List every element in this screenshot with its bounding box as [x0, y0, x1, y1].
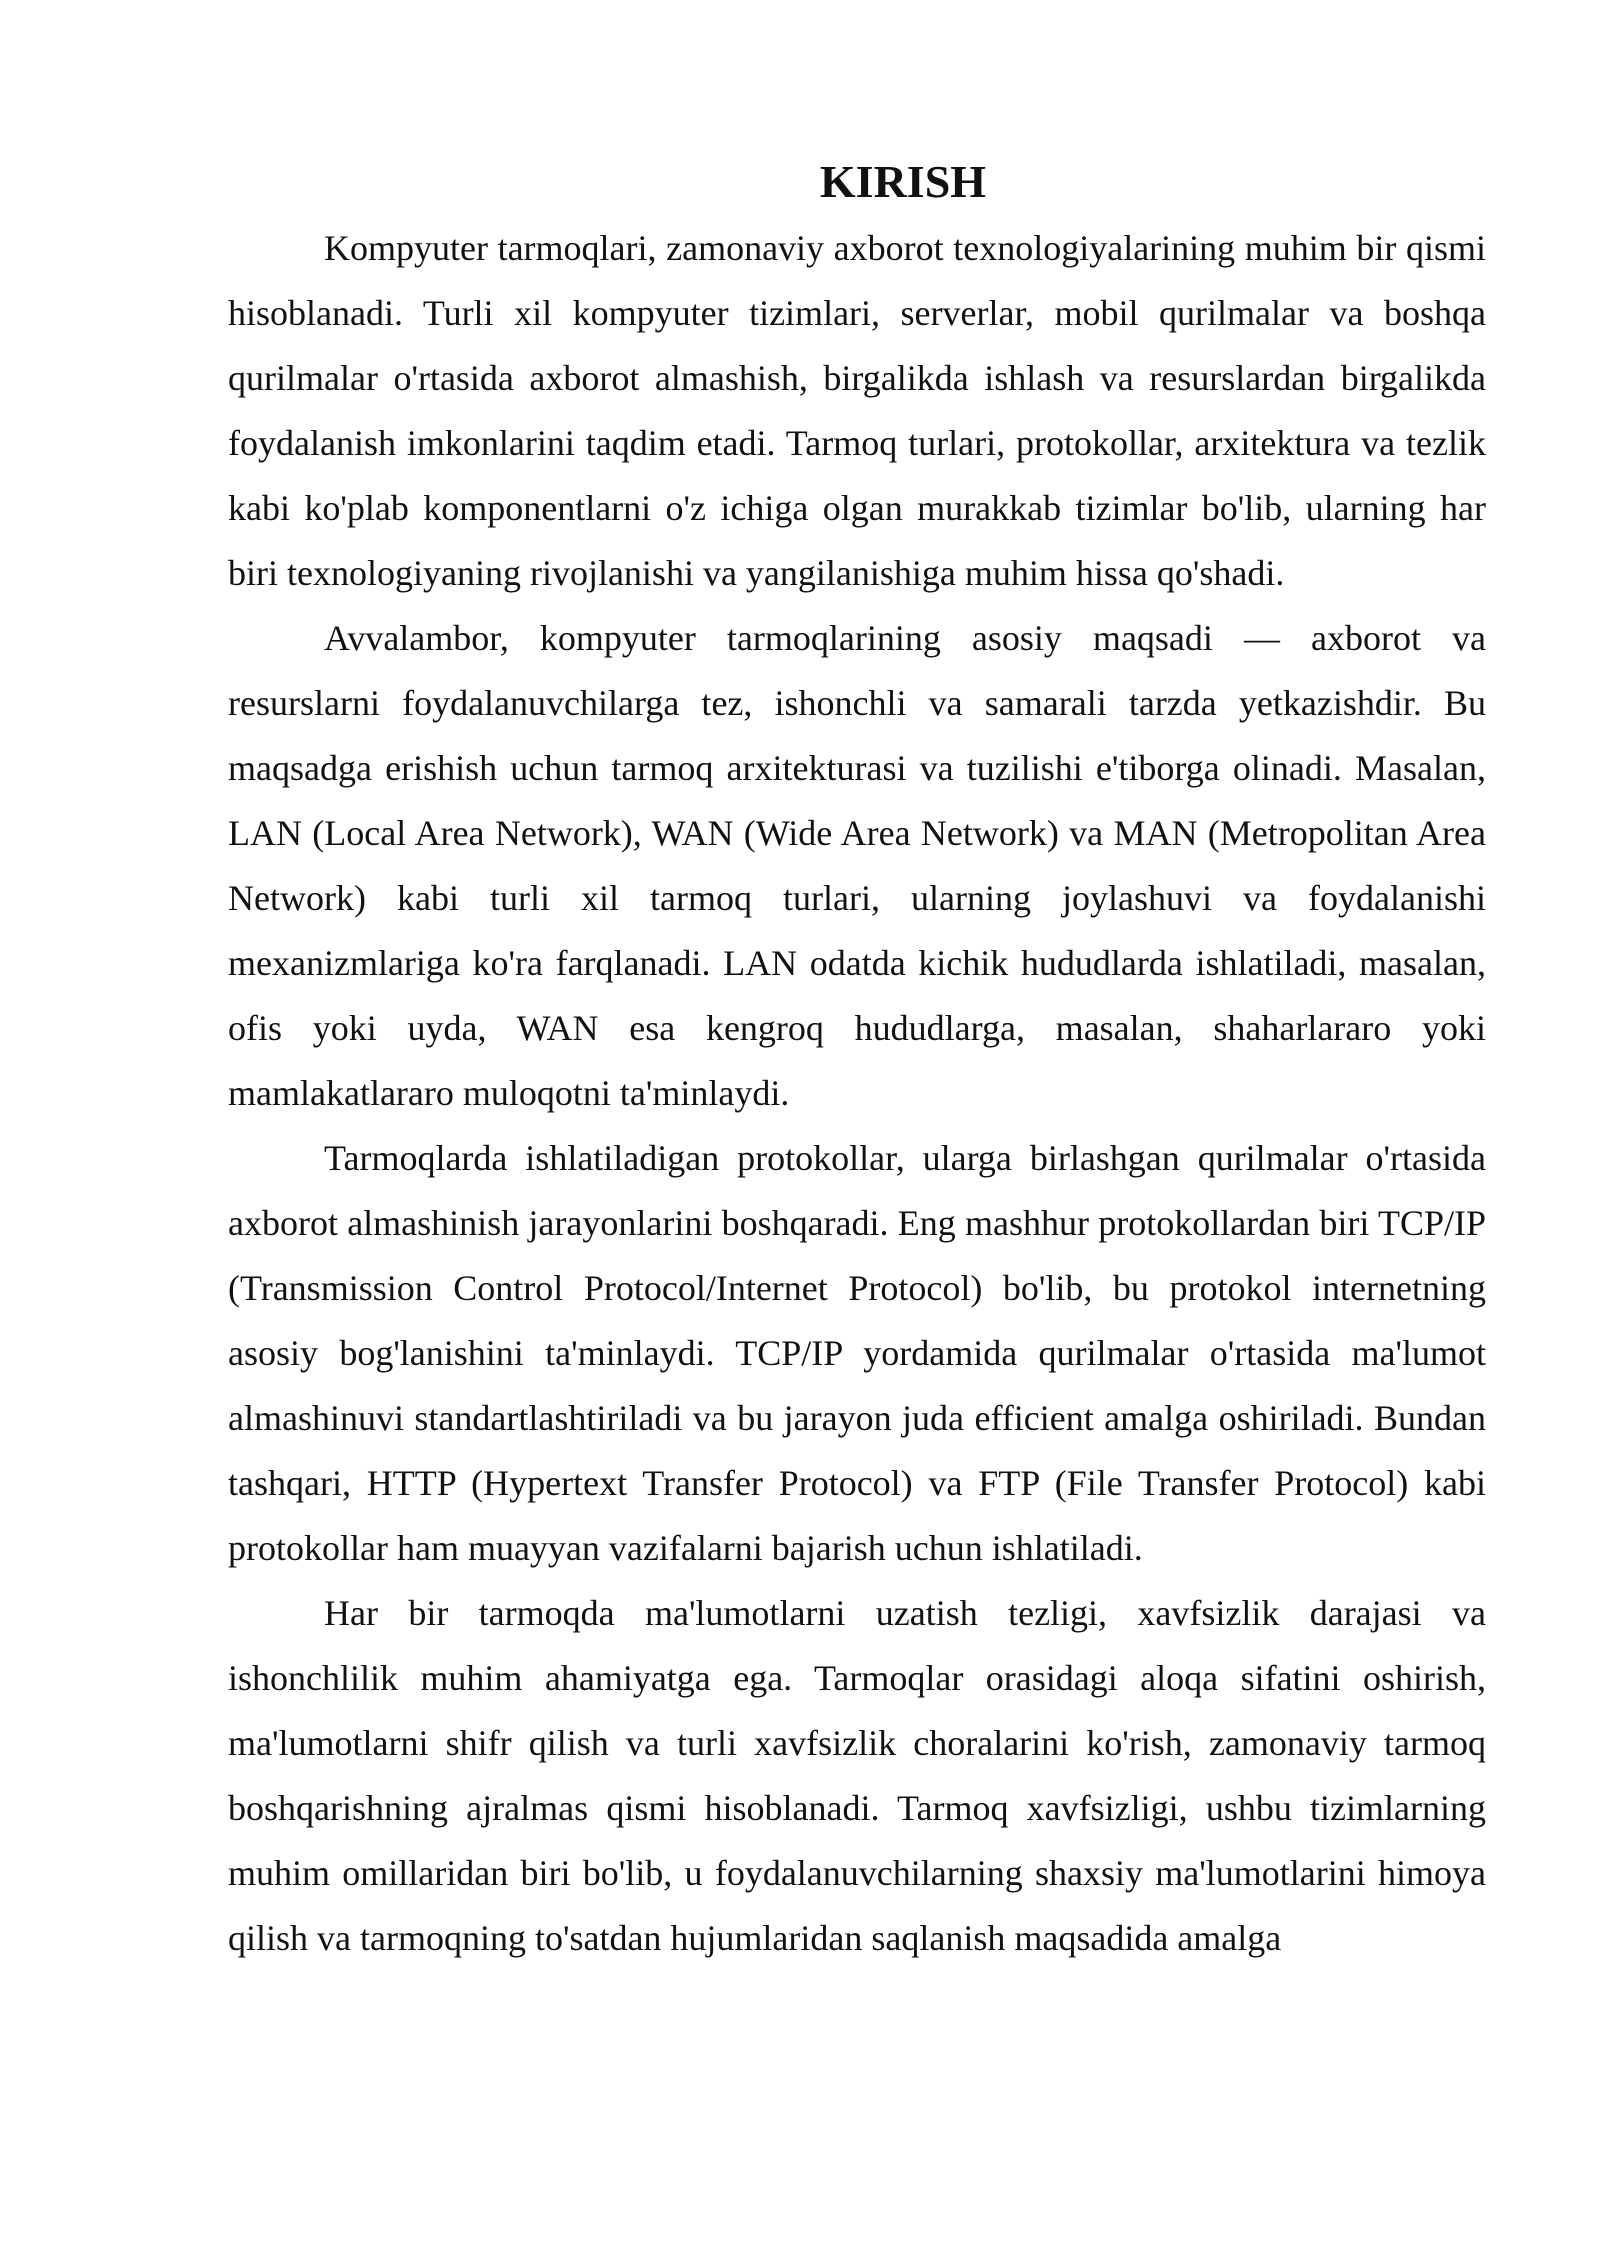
paragraph-1: Kompyuter tarmoqlari, zamonaviy axborot texnologiyalarining muhim bir qismi hisoblanadi. Turli xil kompyuter tizimlari, serverlar, mobil qurilmalar va boshqa qurilmalar o'rtasida axborot almashish, birgalikda ishlash va resurslardan birgalikda foydalanish imkonlarini taqdim etadi. Tarmoq turlari, protokollar, arxitektura va tezlik kabi ko'plab komponentlarni o'z ichiga olgan murakkab tizimlar bo'lib, ularning har biri texnologiyaning rivojlanishi va yangilanishiga muhim hissa qo'shadi. — [228, 228, 1486, 593]
page-title: KIRISH — [819, 156, 987, 207]
paragraph-3: Tarmoqlarda ishlatiladigan protokollar, ularga birlashgan qurilmalar o'rtasida axborot almashinish jarayonlarini boshqaradi. Eng mashhur protokollardan biri TCP/IP (Transmission Control Protocol/Internet Protocol) bo'lib, bu protokol internetning asosiy bog'lanishini ta'minlaydi. TCP/IP yordamida qurilmalar o'rtasida ma'lumot almashinuvi standartlashtiriladi va bu jarayon juda efficient amalga oshiriladi. Bundan tashqari, HTTP (Hypertext Transfer Protocol) va FTP (File Transfer Protocol) kabi protokollar ham muayyan vazifalarni bajarish uchun ishlatiladi. — [228, 1138, 1486, 1568]
document-page — [228, 150, 1486, 1971]
paragraph-4: Har bir tarmoqda ma'lumotlarni uzatish tezligi, xavfsizlik darajasi va ishonchlilik muhim ahamiyatga ega. Tarmoqlar orasidagi aloqa sifatini oshirish, ma'lumotlarni shifr qilish va turli xavfsizlik choralarini ko'rish, zamonaviy tarmoq boshqarishning ajralmas qismi hisoblanadi. Tarmoq xavfsizligi, ushbu tizimlarning muhim omillaridan biri bo'lib, u foydalanuvchilarning shaxsiy ma'lumotlarini himoya qilish va tarmoqning to'satdan hujumlaridan saqlanish maqsadida amalga — [228, 1593, 1486, 1958]
paragraph-2: Avvalambor, kompyuter tarmoqlarining asosiy maqsadi — axborot va resurslarni foydalanuvchilarga tez, ishonchli va samarali tarzda yetkazishdir. Bu maqsadga erishish uchun tarmoq arxitekturasi va tuzilishi e'tiborga olinadi. Masalan, LAN (Local Area Network), WAN (Wide Area Network) va MAN (Metropolitan Area Network) kabi turli xil tarmoq turlari, ularning joylashuvi va foydalanishi mexanizmlariga ko'ra farqlanadi. LAN odatda kichik hududlarda ishlatiladi, masalan, ofis yoki uyda, WAN esa kengroq hududlarga, masalan, shaharlararo yoki mamlakatlararo muloqotni ta'minlaydi. — [228, 618, 1486, 1113]
